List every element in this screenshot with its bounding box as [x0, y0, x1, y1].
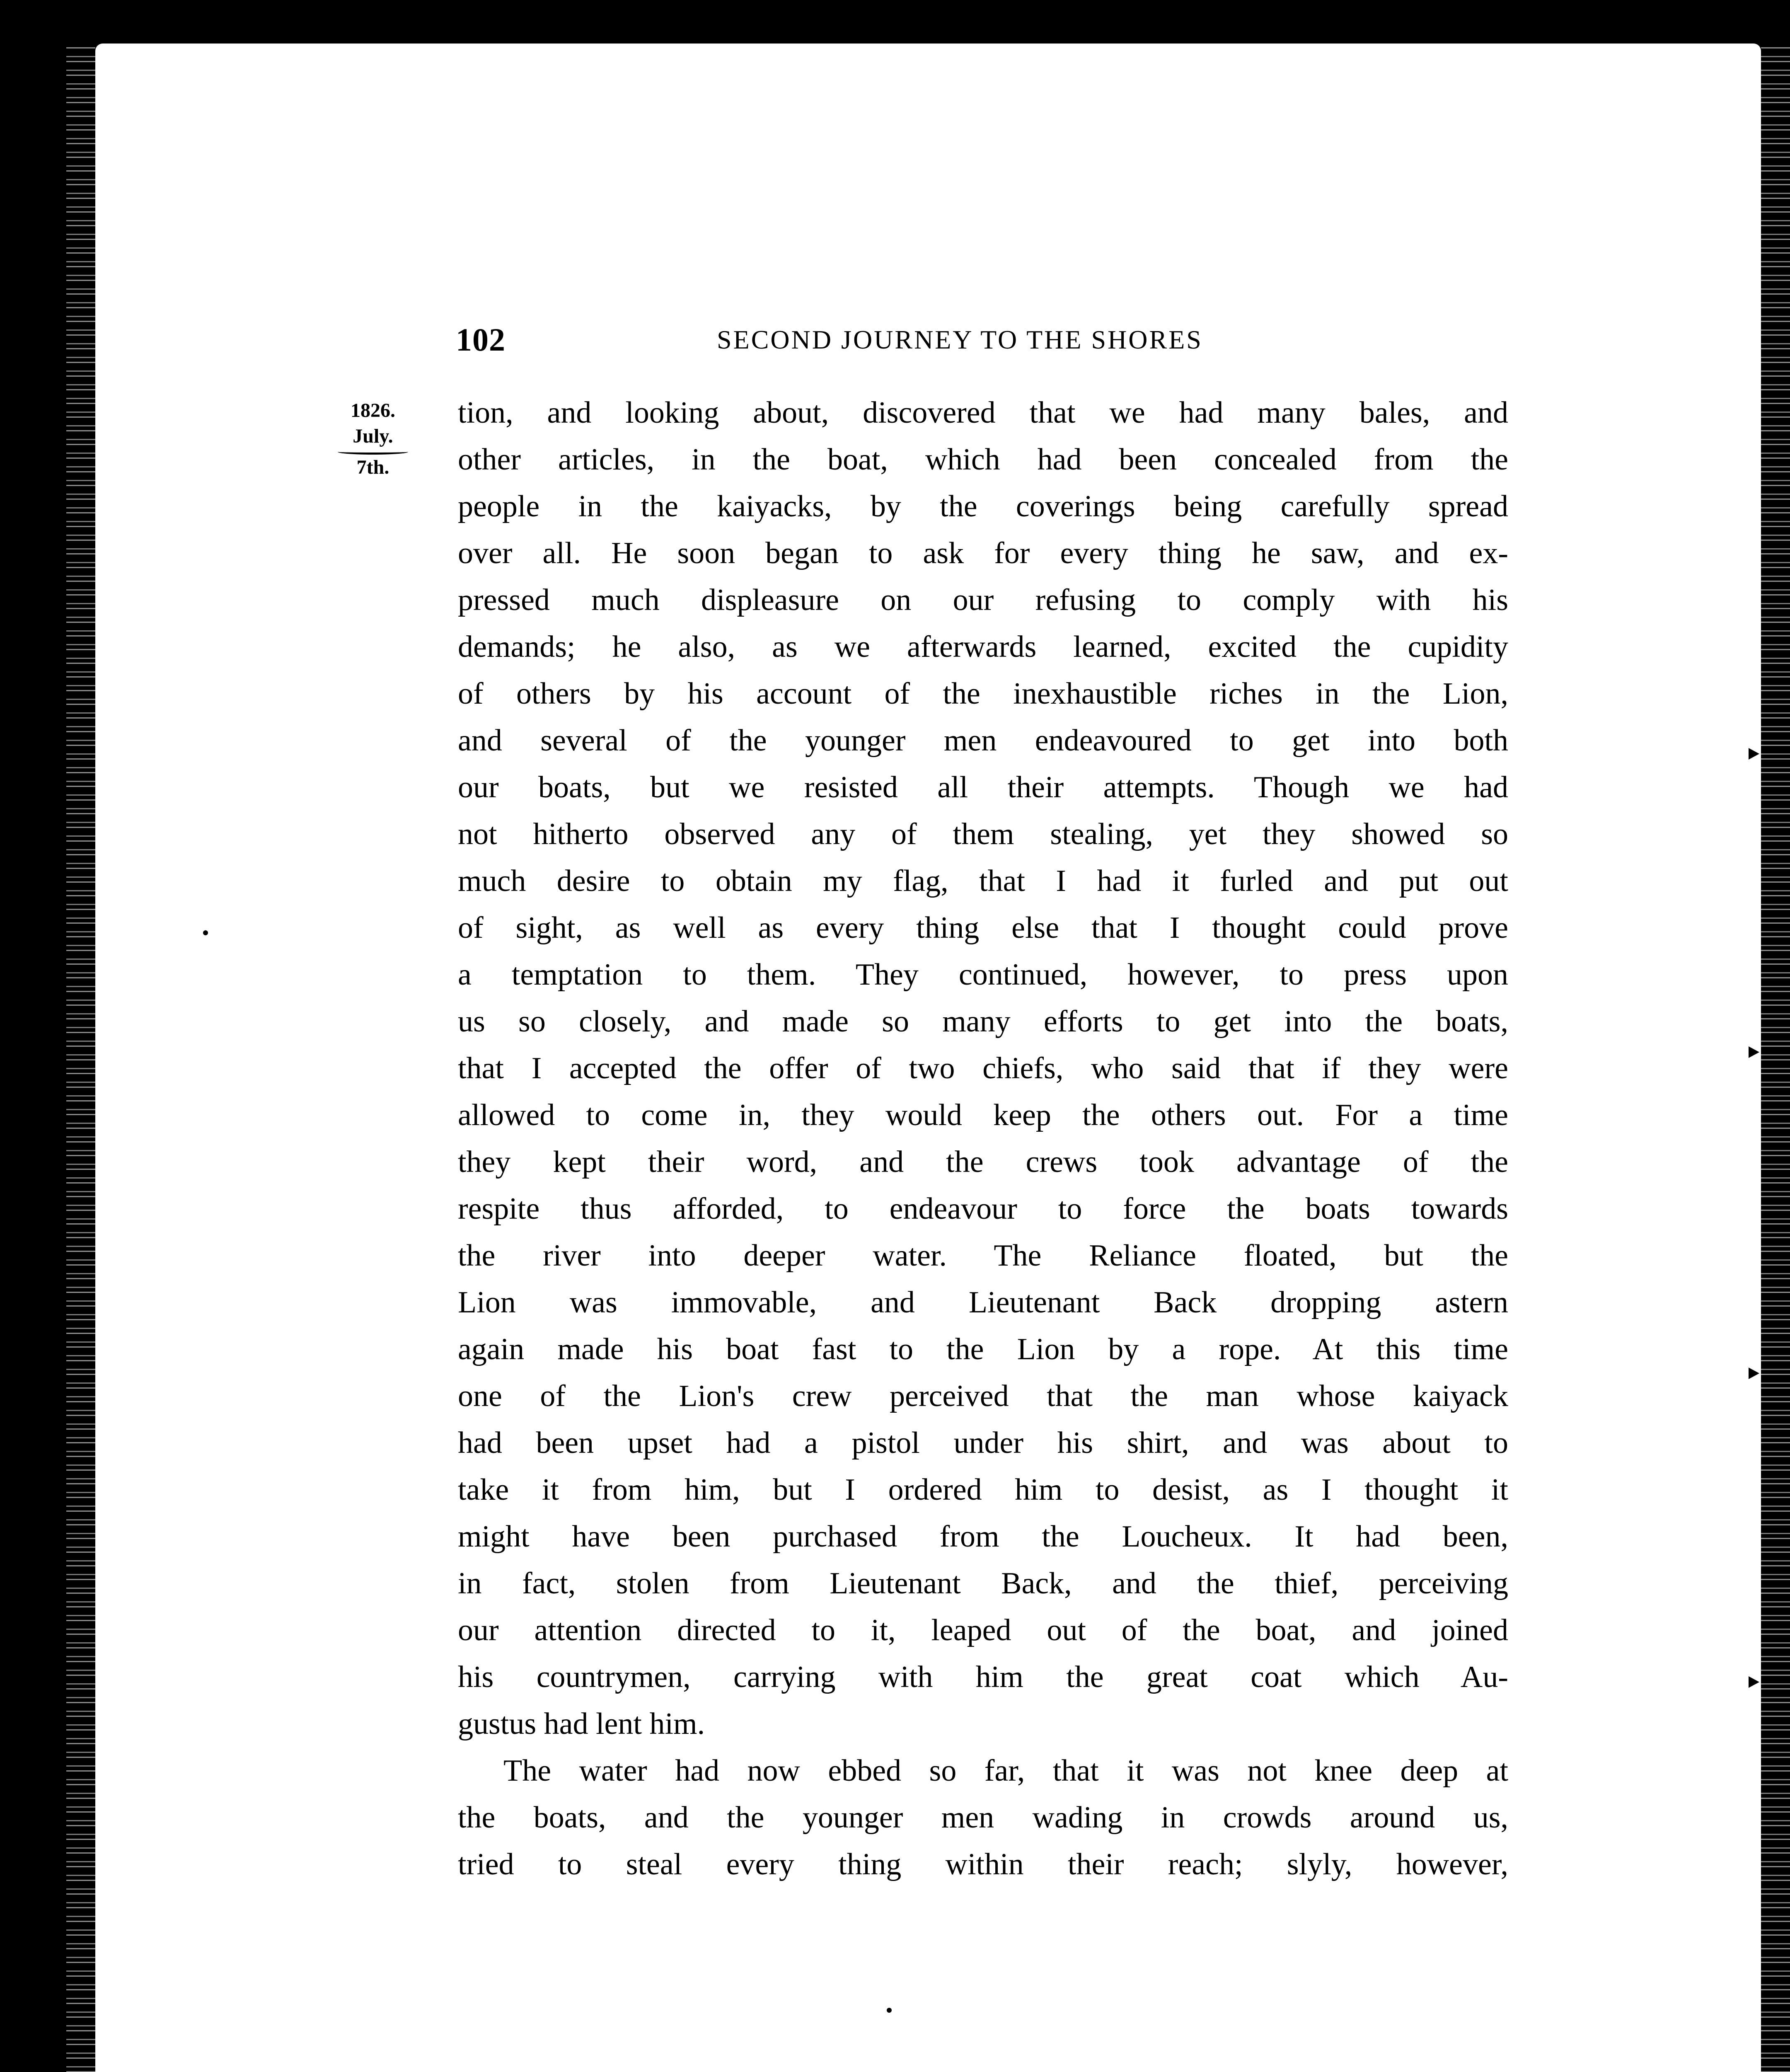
text-line: of others by his account of the inexhaustible riches in the Lion, — [458, 677, 1508, 711]
text-line: much desire to obtain my flag, that I had it furled and put out — [458, 864, 1508, 898]
text-line: not hitherto observed any of them stealing, yet they showed so — [458, 817, 1508, 851]
right-margin-mark — [1749, 1676, 1759, 1688]
text-line: our attention directed to it, leaped out of the boat, and joined — [458, 1613, 1508, 1647]
text-line: had been upset had a pistol under his shirt, and was about to — [458, 1426, 1508, 1460]
text-line: people in the kaiyacks, by the coverings being carefully spread — [458, 489, 1508, 523]
text-line: and several of the younger men endeavoured to get into both — [458, 724, 1508, 758]
text-line: that I accepted the offer of two chiefs, who said that if they were — [458, 1051, 1508, 1085]
text-line: tried to steal every thing within their reach; slyly, however, — [458, 1847, 1508, 1881]
text-line: the boats, and the younger men wading in crowds around us, — [458, 1801, 1508, 1835]
margin-month: July. — [353, 425, 393, 447]
text-line: tion, and looking about, discovered that we had many bales, and — [458, 396, 1508, 430]
text-line: the river into deeper water. The Reliance floated, but the — [458, 1239, 1508, 1273]
text-line: gustus had lent him. — [458, 1707, 705, 1741]
text-line: demands; he also, as we afterwards learned, excited the cupidity — [458, 630, 1508, 664]
margin-day: 7th. — [356, 456, 389, 478]
text-line: allowed to come in, they would keep the others out. For a time — [458, 1098, 1508, 1132]
text-line: The water had now ebbed so far, that it was not knee deep at — [503, 1754, 1508, 1788]
margin-year: 1826. — [351, 399, 395, 421]
text-line: us so closely, and made so many efforts to get into the boats, — [458, 1005, 1508, 1038]
body-text — [458, 390, 1508, 1888]
text-line: in fact, stolen from Lieutenant Back, and the thief, perceiving — [458, 1566, 1508, 1600]
date-margin-note — [327, 398, 418, 480]
right-margin-mark — [1749, 1368, 1759, 1379]
right-margin-mark — [1749, 1046, 1759, 1058]
scan-speck — [887, 2008, 892, 2013]
text-line: might have been purchased from the Loucheux. It had been, — [458, 1520, 1508, 1554]
text-line: of sight, as well as every thing else that I thought could prove — [458, 911, 1508, 945]
text-line: Lion was immovable, and Lieutenant Back dropping astern — [458, 1285, 1508, 1319]
text-line: pressed much displeasure on our refusing to comply with his — [458, 583, 1508, 617]
scan-speck — [203, 930, 208, 935]
running-head — [456, 321, 1517, 371]
text-line: his countrymen, carrying with him the great coat which Au- — [458, 1660, 1508, 1694]
text-line: one of the Lion's crew perceived that the man whose kaiyack — [458, 1379, 1508, 1413]
left-scan-edge — [66, 44, 95, 2072]
running-title: SECOND JOURNEY TO THE SHORES — [717, 325, 1203, 354]
text-line: other articles, in the boat, which had been concealed from the — [458, 443, 1508, 477]
right-scan-edge — [1761, 44, 1790, 2072]
text-line: again made his boat fast to the Lion by a rope. At this time — [458, 1332, 1508, 1366]
page-number: 102 — [456, 322, 506, 358]
text-line: take it from him, but I ordered him to desist, as I thought it — [458, 1473, 1508, 1507]
text-line: they kept their word, and the crews took advantage of the — [458, 1145, 1508, 1179]
text-line: a temptation to them. They continued, however, to press upon — [458, 958, 1508, 992]
margin-brace — [338, 449, 408, 455]
text-line: over all. He soon began to ask for every thing he saw, and ex- — [458, 536, 1508, 570]
right-margin-mark — [1749, 748, 1759, 760]
text-line: our boats, but we resisted all their attempts. Though we had — [458, 770, 1508, 804]
text-line: respite thus afforded, to endeavour to force the boats towards — [458, 1192, 1508, 1226]
